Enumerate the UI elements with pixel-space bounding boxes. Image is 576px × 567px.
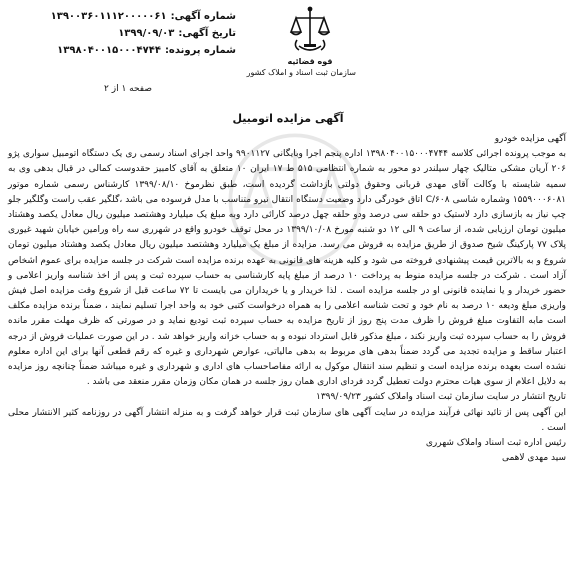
case-number: ۱۳۹۸۰۴۰۰۱۵۰۰۰۴۷۴۴ [57, 45, 161, 56]
case-number-label: شماره پرونده: [164, 45, 236, 56]
org-name-line1: قوه قضائیه [287, 57, 333, 66]
judiciary-emblem-icon [287, 4, 333, 56]
signature-title: رئیس اداره ثبت اسناد واملاک شهرری [425, 438, 566, 449]
auction-notice-body [8, 132, 566, 466]
publication-note: این آگهی پس از تائید نهائی فرآیند مزایده در سایت آگهی های سازمان ثبت قرار خواهد گرفت و به منزله انتشار آگهی در روزنامه کثیر الانتشار محلی است . [8, 407, 566, 433]
ad-date: ۱۳۹۹/۰۹/۰۳ [118, 28, 175, 39]
case-number-row [6, 42, 236, 59]
organization-emblem [246, 4, 356, 78]
org-name-line2: سازمان ثبت اسناد و املاک کشور [246, 68, 356, 77]
page-number: صفحه ۱ از ۲ [104, 84, 152, 94]
notice-heading: آگهی مزایده خودرو [494, 134, 566, 144]
ad-metadata [6, 8, 236, 59]
ad-date-row [6, 25, 236, 42]
ad-number: ۱۳۹۰۰۳۶۰۱۱۱۲۰۰۰۰۰۶۱ [50, 11, 167, 22]
ad-number-row [6, 8, 236, 25]
publication-date-line: تاریخ انتشار در سایت سازمان ثبت اسناد واملاک کشور ۱۳۹۹/۰۹/۲۳ [316, 392, 566, 403]
notice-main-paragraph: به موجب پرونده اجرائی کلاسه ۱۳۹۸۰۴۰۰۱۵۰۰۰۴۷۴۴ اداره پنجم اجرا وبایگانی ۹۹۰۱۱۲۷ واحد اجرای اسناد رسمی ری یک دستگاه اتومبیل سواری پژو ۲۰۶ آریان مشکی متالیک چهار سیلندر دو محور به شماره انتظامی ۵۱۵ ط ۱۷ ایران ۱۰ متعلق به آقای کامبیز حقدوست کمالی در قبال بدهی وی به سمیه شایسته با وکالت آقای مهدی قربانی وحقوق دولتی بازداشت گردیده است، طبق نظرموخ ۱۳۹۹/۰۸/۱۰ کارشناس رسمی شماره موتور ۱۵۵۹۰۰۰۶۰۸۱ وشماره شاسی ۶۰۸/C اتاق خودرگی دارد وضعیت دستگاه انتقال نیرو متناسب با مدل فرسوده می باشد ،گلگیر عقب راست وگلگیر جلو چپ نیاز به بازسازی دارد لاستیک دو حلقه سی درصد ودو حلقه چهل درصد کارائی دارد وبه مبلغ یک میلیارد وهشتصد میلیون ریال معادل یکصد وهشتاد میلیون تومان ارزیابی شده، از ساعت ۹ الی ۱۲ دو شنبه مورخ ۱۳۹۹/۱۰/۰۸ در محل توقف خودرو واقع در شهرری سه راه ورامین خیابان شهید غیوری پلاک ۷۷ پارکینگ شیخ صدوق از طریق مزایده به فروش می رسد. مزایده از مبلغ یک میلیارد وهشتصد میلیون ریال معادل یکصد وهشتاد میلیون تومان شروع و به بالاترین قیمت پیشنهادی فروخته می شود و کلیه هزینه های قانونی به عهده برنده مزایده است شرکت در جلسه مزایده برای عموم اشخاص آزاد است . شرکت در جلسه مزایده منوط به پرداخت ۱۰ درصد از مبلغ پایه کارشناسی به حساب سپرده ثبت و پس از اخذ شناسه واریز اعلامی و حضور خریدار و یا نماینده قانونی او در جلسه مزایده است . لذا خریدار و یا خریداران می بایست تا ۷۲ ساعت قبل از شروع وقت مزایده اصل فیش واریزی مبلغ ودیعه ۱۰ درصد به نام خود و تحت شناسه اعلامی را به همراه درخواست کتبی خود به واحد اجرا تسلیم نمایند ، ضمناً برنده مزایده مکلف است مابه التفاوت مبلغ فروش را ظرف مدت پنج روز از تاریخ مزایده به حساب سپرده ثبت تودیع نماید و در صورتی که ظرف مهلت مقرر مانده فروش را به حساب سپرده ثبت واریز نکند ، مبلغ مذکور قابل استرداد نبوده و به حساب خزانه واریز خواهد شد . در این صورت عملیات فروش از درجه اعتبار ساقط و مزایده تجدید می گردد ضمناً بدهی های مربوط به بدهی مالیاتی، عوارض شهرداری و غیره که رقم قطعی آنها برای این اداره معلوم نشده است بعهده برنده مزایده است و تنظیم سند انتقال موکول به ارائه مفاصاحساب های اداری و شهرداری و غیره میباشد ضمناً چنانچه روز مزایده به دلایل اعلام از سوی هیات محترم دولت تعطیل گردد فردای اداری همان روز جلسه در همان مکان وزمان مقرر منعقد می باشد . [8, 149, 567, 388]
document-title: آگهی مزایده اتومبیل [232, 112, 344, 125]
signature-name: سید مهدی لاهمی [501, 453, 566, 464]
ad-number-label: شماره آگهی: [170, 11, 236, 22]
ad-date-label: تاریخ آگهی: [178, 28, 236, 39]
